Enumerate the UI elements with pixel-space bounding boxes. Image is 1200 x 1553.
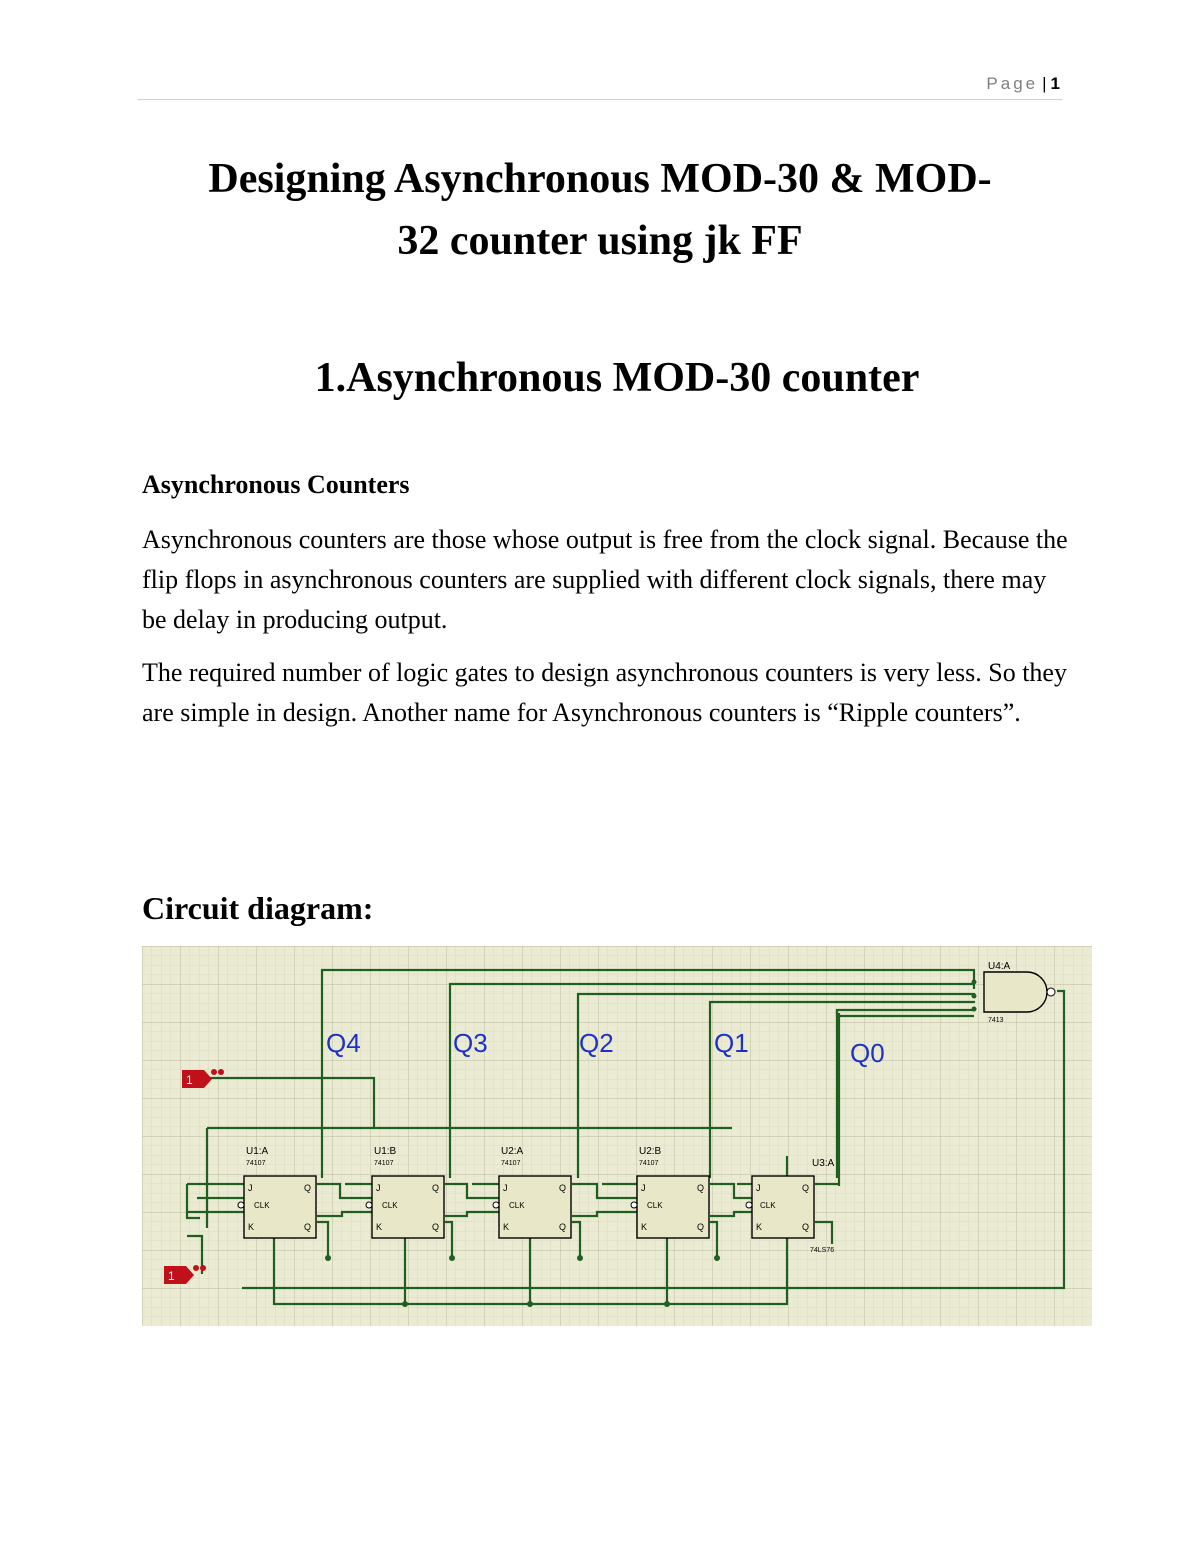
- ff-u2a-part: 74107: [501, 1160, 521, 1167]
- logic-source-2-value: 1: [168, 1269, 175, 1283]
- ff-u1a-q-pin: Q: [304, 1183, 312, 1193]
- ff-u2a-ref: U2:A: [501, 1146, 524, 1157]
- ff-u2b-k-pin: K: [641, 1222, 648, 1232]
- logic-source-1-value: 1: [186, 1073, 193, 1087]
- ff-u3a-j-pin: J: [756, 1183, 761, 1193]
- paragraph-1: Asynchronous counters are those whose output is free from the clock signal. Because the flip flops in asynchronous counters are supplied with different clock signals, there may be delay in producing output.: [142, 525, 1068, 634]
- ff-u2b-qbar-pin: Q: [697, 1222, 705, 1232]
- ff-u2b-q-pin: Q: [697, 1183, 705, 1193]
- diagram-heading: Circuit diagram:: [142, 890, 374, 926]
- ff-u1b-clk-pin: CLK: [382, 1201, 398, 1210]
- gate-part: 7413: [988, 1017, 1004, 1024]
- ff-u3a-part: 74LS76: [810, 1247, 835, 1254]
- circuit-diagram: [142, 946, 1092, 1326]
- page-separator: |: [1042, 74, 1047, 93]
- ff-u3a-q-pin: Q: [802, 1183, 810, 1193]
- ff-u1a-part: 74107: [246, 1160, 266, 1167]
- ff-u1a-ref: U1:A: [246, 1146, 269, 1157]
- ff-u1b-j-pin: J: [376, 1183, 381, 1193]
- ff-u1b-part: 74107: [374, 1160, 394, 1167]
- ff-u1b-qbar-pin: Q: [432, 1222, 440, 1232]
- ff-u3a-k-pin: K: [756, 1222, 763, 1232]
- label-q1: Q1: [714, 1028, 749, 1058]
- ff-u2a-k-pin: K: [503, 1222, 510, 1232]
- title-line-2: 32 counter using jk FF: [397, 218, 803, 264]
- ff-u2b-j-pin: J: [641, 1183, 646, 1193]
- ff-u2b-ref: U2:B: [639, 1146, 662, 1157]
- subheading: Asynchronous Counters: [142, 470, 410, 499]
- page-word: Page: [986, 74, 1039, 93]
- ff-u1b-k-pin: K: [376, 1222, 383, 1232]
- ff-u3a-clk-pin: CLK: [760, 1201, 776, 1210]
- ff-u2b-part: 74107: [639, 1160, 659, 1167]
- ff-u1b-q-pin: Q: [432, 1183, 440, 1193]
- label-q4: Q4: [326, 1028, 361, 1058]
- section-heading: 1.Asynchronous MOD-30 counter: [314, 355, 920, 401]
- page-number: 1: [1050, 74, 1060, 93]
- ff-u1a-k-pin: K: [248, 1222, 255, 1232]
- document-title: [138, 148, 1062, 272]
- ff-u1a-j-pin: J: [248, 1183, 253, 1193]
- ff-u1a-qbar-pin: Q: [304, 1222, 312, 1232]
- ff-u3a-qbar-pin: Q: [802, 1222, 810, 1232]
- label-q2: Q2: [579, 1028, 614, 1058]
- ff-u2a-j-pin: J: [503, 1183, 508, 1193]
- label-q0: Q0: [850, 1038, 885, 1068]
- ff-u2a-qbar-pin: Q: [559, 1222, 567, 1232]
- ff-u2b-clk-pin: CLK: [647, 1201, 663, 1210]
- label-q3: Q3: [453, 1028, 488, 1058]
- ff-u1a-clk-pin: CLK: [254, 1201, 270, 1210]
- ff-u3a-ref: U3:A: [812, 1158, 835, 1169]
- paragraph-2: The required number of logic gates to design asynchronous counters is very less. So they are simple in design. Another name for Asynchronous counters is “Ripple counters”.: [142, 658, 1067, 727]
- title-line-1: Designing Asynchronous MOD-30 & MOD-: [208, 156, 992, 202]
- ff-u1b-ref: U1:B: [374, 1146, 397, 1157]
- header-rule: [138, 99, 1062, 100]
- ff-u2a-clk-pin: CLK: [509, 1201, 525, 1210]
- page-number-header: [986, 74, 1060, 94]
- gate-ref: U4:A: [988, 961, 1011, 972]
- ff-u2a-q-pin: Q: [559, 1183, 567, 1193]
